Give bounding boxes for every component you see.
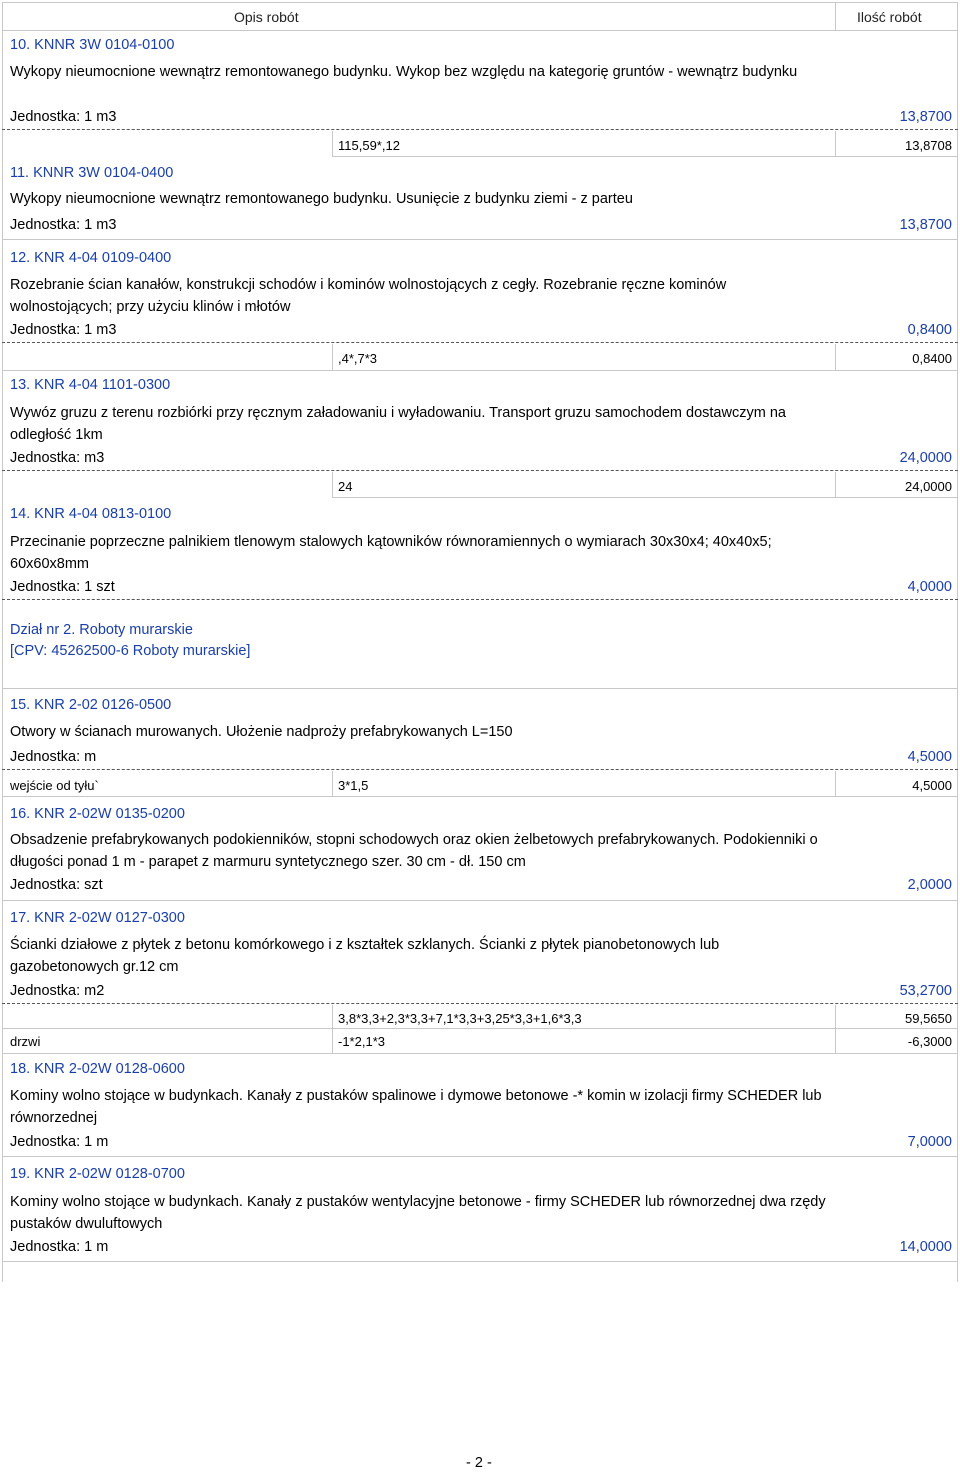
table-top-border: [2, 2, 958, 3]
measure-divider: [332, 131, 333, 157]
measure-bottom-border: [332, 497, 957, 498]
row-divider: [2, 1156, 958, 1157]
measure-row-border: [2, 1028, 958, 1029]
item-description: Ścianki działowe z płytek z betonu komórkowego i z kształtek szklanych. Ścianki z płytek pianobetonowych lub gazobetonowych gr.12 cm: [10, 937, 720, 975]
measure-divider: [835, 131, 836, 157]
measure-formula: 3*1,5: [338, 778, 369, 793]
measure-divider: [835, 771, 836, 797]
measure-divider: [332, 771, 333, 797]
measure-formula: 115,59*,12: [338, 138, 400, 153]
measure-value: 4,5000: [912, 778, 952, 793]
item-description: Rozebranie ścian kanałów, konstrukcji schodów i kominów wolnostojących z cegły. Rozebranie ręczne kominów wolnostojących; przy użyciu klinów i młotów: [10, 277, 727, 315]
measure-divider: [332, 1005, 333, 1053]
measure-value: -6,3000: [907, 1034, 952, 1049]
measure-value: 0,8400: [912, 351, 952, 366]
item-unit: Jednostka: 1 m3: [10, 322, 117, 338]
item-title: 18. KNR 2-02W 0128-0600: [10, 1061, 185, 1077]
item-description: Wykopy nieumocnione wewnątrz remontowanego budynku. Wykop bez względu na kategorię gruntów - wewnątrz budynku: [10, 64, 798, 80]
item-unit: Jednostka: m: [10, 749, 97, 765]
item-title: 12. KNR 4-04 0109-0400: [10, 250, 172, 266]
column-header-quantity: Ilość robót: [857, 9, 922, 25]
item-unit: Jednostka: 1 m3: [10, 217, 117, 233]
measure-divider: [835, 1005, 836, 1053]
measure-bottom-border: [2, 370, 958, 371]
measure-formula: -1*2,1*3: [338, 1034, 385, 1049]
table-right-border: [957, 2, 958, 1282]
measure-divider: [332, 472, 333, 498]
header-col-divider: [835, 2, 836, 30]
item-description: Przecinanie poprzeczne palnikiem tlenowym stalowych kątowników równoramiennych o wymiarach 30x30x4; 40x40x5; 60x60x8mm: [10, 534, 772, 572]
measure-bottom-border: [2, 796, 958, 797]
item-unit: Jednostka: 1 m: [10, 1134, 109, 1150]
item-quantity: 7,0000: [907, 1134, 952, 1150]
item-unit: Jednostka: szt: [10, 877, 103, 893]
item-quantity: 14,0000: [899, 1239, 952, 1255]
item-description: Obsadzenie prefabrykowanych podokienników, stopni schodowych oraz okien żelbetowych prefabrykowanych. Podokienniki o długości ponad 1 m - parapet z marmuru syntetycznego szer. 30 cm - dł. 150 cm: [10, 832, 818, 870]
measure-divider: [332, 344, 333, 371]
divider: [2, 342, 958, 343]
item-title: 11. KNNR 3W 0104-0400: [10, 165, 174, 181]
item-unit: Jednostka: m3: [10, 450, 105, 466]
item-quantity: 53,2700: [899, 983, 952, 999]
item-description: Kominy wolno stojące w budynkach. Kanały z pustaków wentylacyjne betonowe - firmy SCHEDER lub równorzednej dwa rzędy pustaków dwuluftowych: [10, 1194, 826, 1232]
item-title: 14. KNR 4-04 0813-0100: [10, 506, 172, 522]
divider: [2, 1003, 958, 1004]
item-unit: Jednostka: 1 m3: [10, 109, 117, 125]
measure-value: 24,0000: [905, 479, 952, 494]
item-quantity: 4,0000: [907, 579, 952, 595]
measure-label: wejście od tyłu`: [10, 778, 99, 793]
item-quantity: 0,8400: [907, 322, 952, 338]
item-unit: Jednostka: m2: [10, 983, 105, 999]
section-cpv: [CPV: 45262500-6 Roboty murarskie]: [10, 643, 251, 659]
measure-bottom-border: [332, 156, 957, 157]
item-title: 15. KNR 2-02 0126-0500: [10, 697, 172, 713]
item-title: 16. KNR 2-02W 0135-0200: [10, 806, 185, 822]
item-description: Wywóz gruzu z terenu rozbiórki przy ręcznym załadowaniu i wyładowaniu. Transport gruzu samochodem dostawczym na odległość 1km: [10, 405, 786, 443]
page-number: - 2 -: [466, 1455, 492, 1471]
table-bottom-border: [2, 1261, 958, 1262]
measure-divider: [835, 472, 836, 498]
item-title: 19. KNR 2-02W 0128-0700: [10, 1166, 185, 1182]
item-title: 13. KNR 4-04 1101-0300: [10, 377, 171, 393]
item-quantity: 4,5000: [907, 749, 952, 765]
item-title: 10. KNNR 3W 0104-0100: [10, 37, 175, 53]
measure-formula: ,4*,7*3: [338, 351, 378, 366]
divider: [2, 129, 958, 130]
item-title: 17. KNR 2-02W 0127-0300: [10, 910, 185, 926]
divider: [2, 769, 958, 770]
item-quantity: 13,8700: [899, 217, 952, 233]
row-divider: [2, 239, 958, 240]
item-quantity: 24,0000: [899, 450, 952, 466]
measure-value: 59,5650: [905, 1011, 952, 1026]
item-quantity: 13,8700: [899, 109, 952, 125]
item-unit: Jednostka: 1 szt: [10, 579, 115, 595]
measure-bottom-border: [2, 1053, 958, 1054]
measure-formula: 24: [338, 479, 353, 494]
divider: [2, 470, 958, 471]
measure-divider: [835, 344, 836, 371]
measure-formula: 3,8*3,3+2,3*3,3+7,1*3,3+3,25*3,3+1,6*3,3: [338, 1011, 582, 1026]
item-unit: Jednostka: 1 m: [10, 1239, 109, 1255]
item-description: Wykopy nieumocnione wewnątrz remontowanego budynku. Usunięcie z budynku ziemi - z parteu: [10, 191, 633, 207]
column-header-description: Opis robót: [234, 9, 299, 25]
measure-value: 13,8708: [905, 138, 952, 153]
item-description: Otwory w ścianach murowanych. Ułożenie nadproży prefabrykowanych L=150: [10, 724, 513, 740]
table-left-border: [2, 2, 3, 1282]
divider: [2, 599, 958, 600]
measure-label: drzwi: [10, 1034, 41, 1049]
section-title: Dział nr 2. Roboty murarskie: [10, 622, 193, 638]
item-description: Kominy wolno stojące w budynkach. Kanały z pustaków spalinowe i dymowe betonowe -* komin w izolacji firmy SCHEDER lub równorzednej: [10, 1088, 822, 1126]
header-bottom-border: [2, 30, 958, 31]
row-divider: [2, 900, 958, 901]
row-divider: [2, 688, 958, 689]
item-quantity: 2,0000: [907, 877, 952, 893]
